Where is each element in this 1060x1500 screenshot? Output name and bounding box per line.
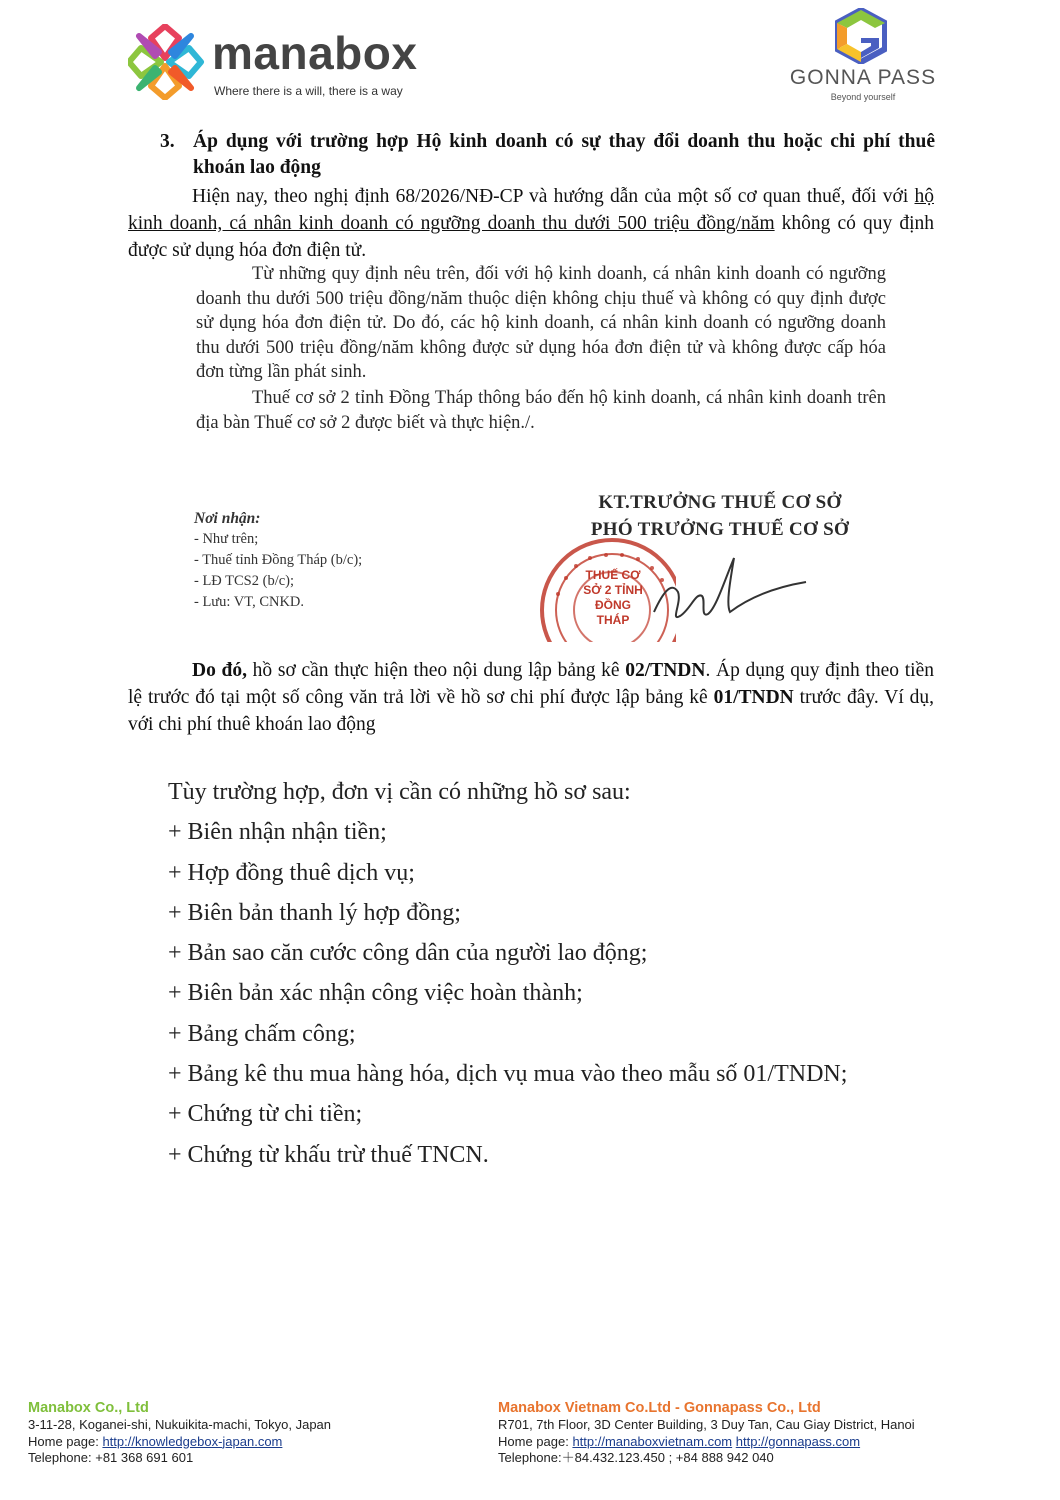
list-item: + Biên bản xác nhận công việc hoàn thành;	[168, 980, 583, 1007]
conclusion-bold-lead: Do đó,	[192, 660, 247, 681]
list-item: + Bảng chấm công;	[168, 1020, 356, 1047]
recipient-item: - Như trên;	[194, 531, 259, 547]
footer-right-address: R701, 7th Floor, 3D Center Building, 3 Duy Tan, Cau Giay District, Hanoi	[498, 1417, 915, 1432]
manabox-tagline: Where there is a will, there is a way	[214, 84, 403, 98]
conclusion-text-1: hồ sơ cần thực hiện theo nội dung lập bảng kê	[247, 660, 626, 681]
gonnapass-tagline: Beyond yourself	[830, 92, 896, 102]
intro-text-start: Hiện nay, theo nghị định 68/2026/NĐ-CP và hướng dẫn của một số cơ quan thuế, đối với	[192, 186, 915, 207]
list-item: + Biên bản thanh lý hợp đồng;	[168, 899, 461, 926]
manabox-wordmark: manabox	[212, 27, 418, 79]
homepage-label: Home page:	[498, 1433, 573, 1449]
footer-right-homepage	[498, 1434, 915, 1451]
conclusion-paragraph	[128, 657, 934, 738]
list-item: + Bảng kê thu mua hàng hóa, dịch vụ mua vào theo mẫu số 01/TNDN;	[168, 1061, 848, 1088]
footer-left-company: Manabox Co., Ltd	[28, 1400, 149, 1416]
list-item: + Chứng từ chi tiền;	[168, 1101, 363, 1128]
list-item: + Hợp đồng thuê dịch vụ;	[168, 859, 415, 886]
section-title: Áp dụng với trường hợp Hộ kinh doanh có sự thay đổi doanh thu hoặc chi phí thuê khoán lao động	[193, 131, 935, 178]
intro-text-end: không có quy định được sử dụng hóa đơn điện tử.	[128, 213, 934, 261]
recipient-item: - Lưu: VT, CNKD.	[194, 594, 305, 610]
footer-vietnam-office	[498, 1399, 915, 1467]
gonnapass-wordmark: GONNA PASS	[789, 66, 937, 89]
list-item: + Biên nhận nhận tiền;	[168, 819, 387, 846]
recipient-item: - Thuế tỉnh Đồng Tháp (b/c);	[194, 552, 363, 568]
documents-intro: Tùy trường hợp, đơn vị cần có những hồ sơ sau:	[168, 779, 631, 805]
footer-right-company: Manabox Vietnam Co.Ltd - Gonnapass Co., Ltd	[498, 1400, 821, 1416]
signer-title-line-1: KT.TRƯỞNG THUẾ CƠ SỞ	[598, 492, 842, 513]
footer-left-homepage	[28, 1434, 331, 1451]
list-item: + Chứng từ khấu trừ thuế TNCN.	[168, 1141, 489, 1168]
homepage-link[interactable]: http://knowledgebox-japan.com	[102, 1433, 283, 1449]
stamp-text: THUẾ CƠ SỞ 2 TỈNH ĐỒNG THÁP	[583, 568, 643, 627]
form-code-02: 02/TNDN	[625, 660, 706, 681]
required-documents-list	[168, 772, 847, 1175]
form-code-01: 01/TNDN	[713, 687, 794, 708]
handwritten-signature-icon	[650, 552, 810, 632]
conclusion-text-2: . Áp dụng quy định theo tiền lệ trước đó tại một số công văn trả lời về hồ sơ chi phí được lập bảng kê	[128, 660, 934, 708]
footer-japan-office	[28, 1399, 331, 1467]
recipient-item: - LĐ TCS2 (b/c);	[194, 573, 295, 589]
section-number: 3.	[160, 131, 175, 152]
footer-left-address: 3-11-28, Koganei-shi, Nukuikita-machi, Tokyo, Japan	[28, 1417, 332, 1432]
intro-text-underlined: hộ kinh doanh, cá nhân kinh doanh có ngưỡng doanh thu dưới 500 triệu đồng/năm	[128, 186, 934, 234]
section-heading	[160, 129, 935, 181]
gonnapass-g-icon	[835, 8, 887, 64]
homepage-label: Home page:	[28, 1433, 103, 1449]
footer-right-telephone: Telephone:＋84.432.123.450 ; +84 888 942 040	[498, 1450, 774, 1465]
intro-paragraph	[128, 183, 934, 264]
scanned-official-letter-excerpt	[190, 262, 890, 634]
signer-title-line-2: PHÓ TRƯỞNG THUẾ CƠ SỞ	[590, 519, 850, 540]
excerpt-paragraph-1: Từ những quy định nêu trên, đối với hộ kinh doanh, cá nhân kinh doanh có ngưỡng doanh thu dưới 500 triệu đồng/năm thuộc diện không chịu thuế và không có quy định được sử dụng hóa đơn điện tử. Do đó, các hộ kinh doanh, cá nhân kinh doanh có ngưỡng doanh thu dưới 500 triệu đồng/năm không được sử dụng hóa đơn điện tử và không được cấp hóa đơn từng lần phát sinh.	[196, 264, 886, 382]
recipients-block	[194, 508, 362, 613]
recipients-title: Nơi nhận:	[194, 510, 261, 527]
homepage-link-gonnapass[interactable]: http://gonnapass.com	[735, 1433, 861, 1449]
list-item: + Bản sao căn cước công dân của người lao động;	[168, 940, 648, 967]
homepage-link-manaboxvietnam[interactable]: http://manaboxvietnam.com	[572, 1433, 733, 1449]
excerpt-paragraph-2: Thuế cơ sở 2 tỉnh Đồng Tháp thông báo đến hộ kinh doanh, cá nhân kinh doanh trên địa bàn Thuế cơ sở 2 được biết và thực hiện./.	[196, 388, 886, 433]
conclusion-text-3: trước đây. Ví dụ, với chi phí thuê khoán lao động	[128, 687, 934, 735]
footer-left-telephone: Telephone: +81 368 691 601	[28, 1450, 194, 1465]
